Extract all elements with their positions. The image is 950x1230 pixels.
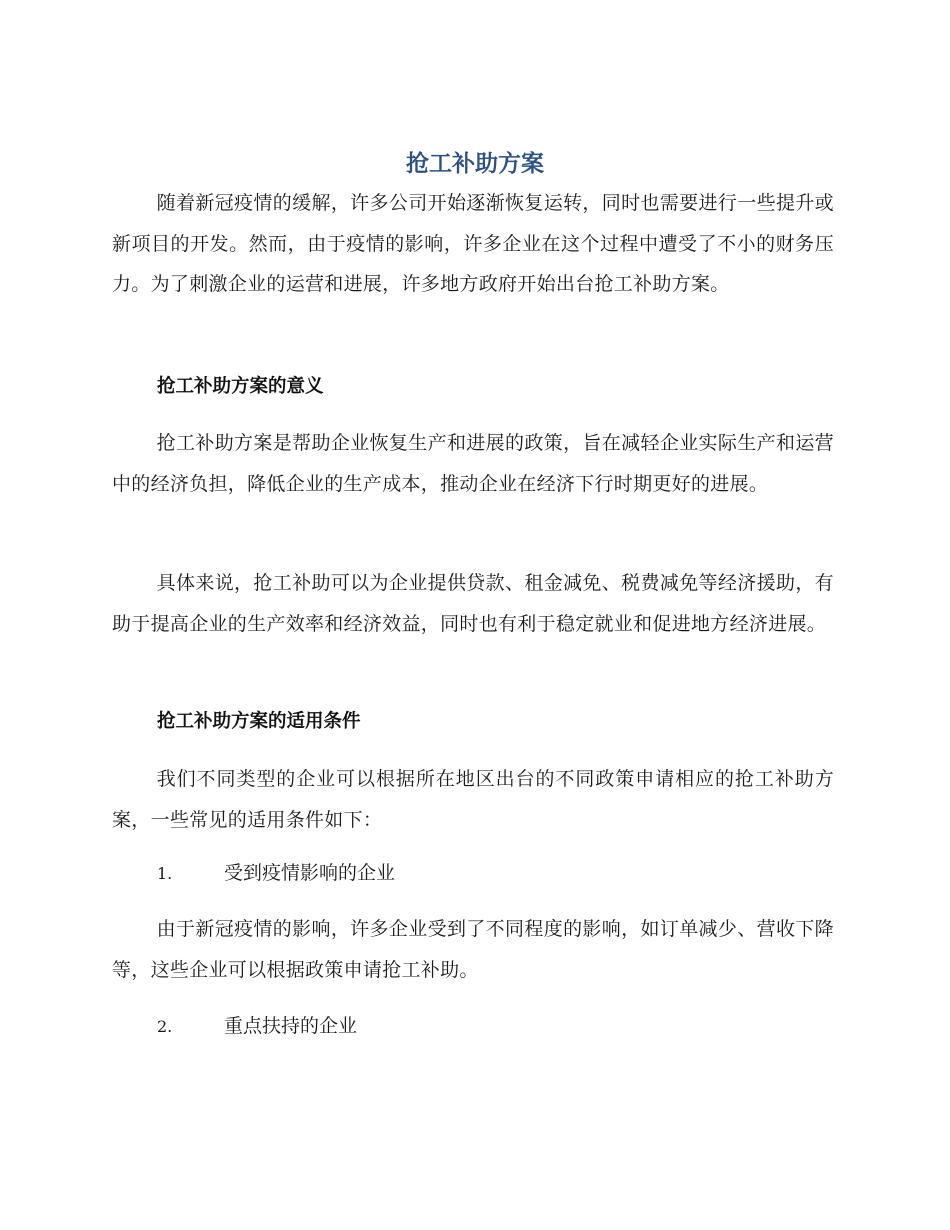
conditions-intro-paragraph: 我们不同类型的企业可以根据所在地区出台的不同政策申请相应的抢工补助方案，一些常见的适用条件如下： <box>112 768 834 831</box>
list-item-label: 重点扶持的企业 <box>224 1015 358 1037</box>
document-title: 抢工补助方案 <box>406 151 544 177</box>
list-item-number: 2. <box>157 1017 173 1036</box>
significance-paragraph-2: 具体来说，抢工补助可以为企业提供贷款、租金减免、税费减免等经济援助，有助于提高企业的生产效率和经济效益，同时也有利于稳定就业和促进地方经济进展。 <box>112 572 834 635</box>
list-item-number: 1. <box>157 864 173 883</box>
list-item <box>157 1006 837 1047</box>
intro-paragraph: 随着新冠疫情的缓解，许多公司开始逐渐恢复运转，同时也需要进行一些提升或新项目的开发。然而，由于疫情的影响，许多企业在这个过程中遭受了不小的财务压力。为了刺激企业的运营和进展，许多地方政府开始出台抢工补助方案。 <box>112 192 834 295</box>
section-heading-significance: 抢工补助方案的意义 <box>157 376 324 397</box>
significance-paragraph-1: 抢工补助方案是帮助企业恢复生产和进展的政策，旨在减轻企业实际生产和运营中的经济负担，降低企业的生产成本，推动企业在经济下行时期更好的进展。 <box>112 432 834 495</box>
list-item-description: 由于新冠疫情的影响，许多企业受到了不同程度的影响，如订单减少、营收下降等，这些企业可以根据政策申请抢工补助。 <box>112 918 834 981</box>
list-item <box>157 853 837 894</box>
list-item-label: 受到疫情影响的企业 <box>224 862 396 884</box>
section-heading-conditions: 抢工补助方案的适用条件 <box>157 711 361 732</box>
